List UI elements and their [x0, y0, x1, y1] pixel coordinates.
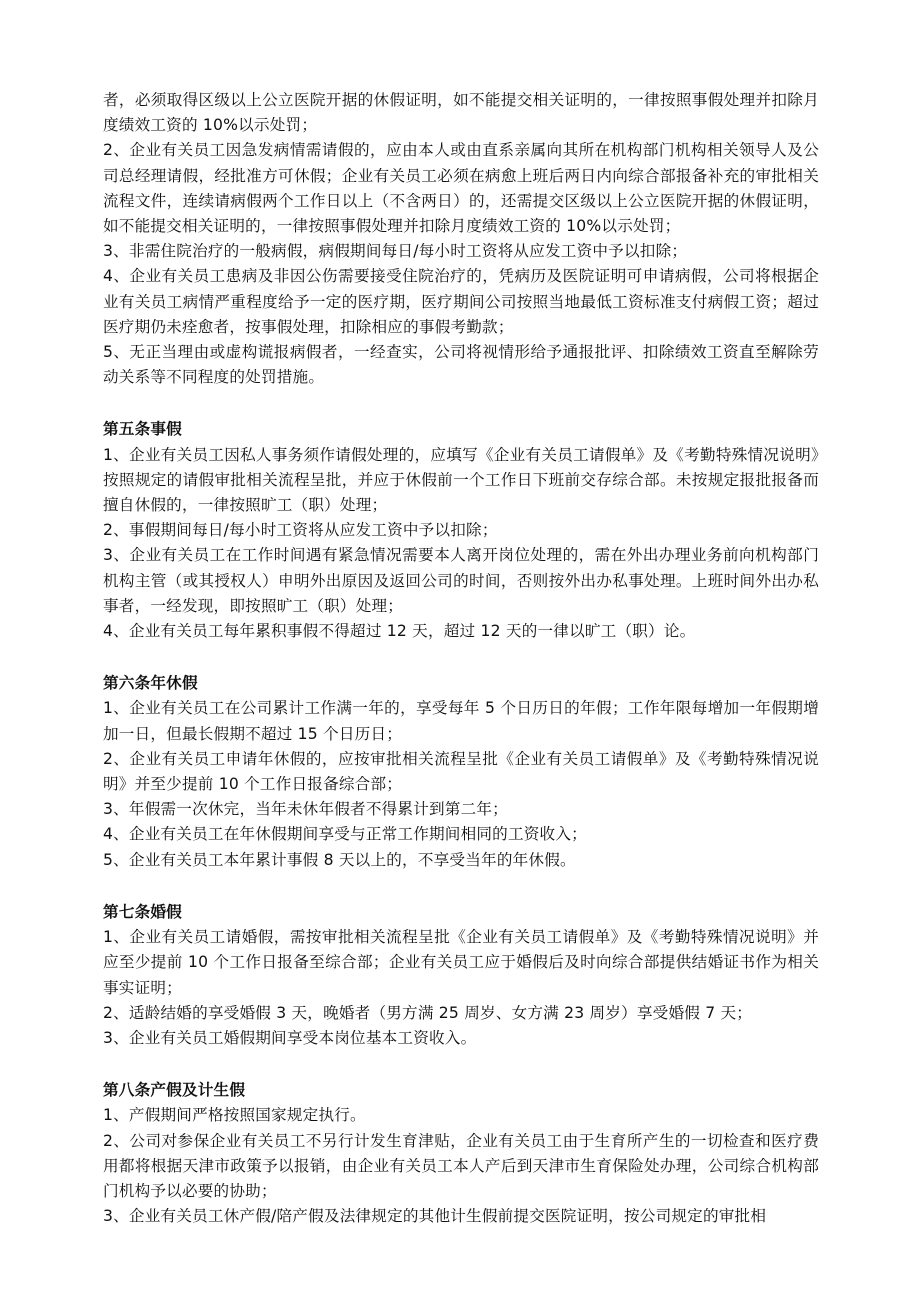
section-title: 第六条年休假 — [103, 674, 198, 693]
section-item: 1、企业有关员工请婚假，需按审批相关流程呈批《企业有关员工请假单》及《考勤特殊情况说明》并应至少提前 10 个工作日报备至综合部；企业有关员工应于婚假后及时向综合部提供结婚证书作为相关事实证明； — [103, 928, 819, 997]
intro-paragraph: 者，必须取得区级以上公立医院开据的休假证明，如不能提交相关证明的，一律按照事假处理并扣除月度绩效工资的 10%以示处罚； — [103, 91, 819, 135]
section-gap — [103, 644, 819, 671]
section-item: 2、适龄结婚的享受婚假 3 天，晚婚者（男方满 25 周岁、女方满 23 周岁）享受婚假 7 天； — [103, 1003, 753, 1022]
section-item: 4、企业有关员工在年休假期间享受与正常工作期间相同的工资收入； — [103, 825, 587, 844]
section-gap — [103, 390, 819, 417]
section-title: 第七条婚假 — [103, 902, 182, 921]
section-item: 3、企业有关员工在工作时间遇有紧急情况需要本人离开岗位处理的，需在外出办理业务前向机构部门机构主管（或其授权人）申明外出原因及返回公司的时间，否则按外出办私事处理。上班时间外出办私事者，一经发现，即按照旷工（职）处理； — [103, 546, 819, 615]
intro-paragraph: 5、无正当理由或虚构谎报病假者，一经查实，公司将视情形给予通报批评、扣除绩效工资直至解除劳动关系等不同程度的处罚措施。 — [103, 343, 819, 387]
section-item: 4、企业有关员工每年累积事假不得超过 12 天，超过 12 天的一律以旷工（职）论。 — [103, 622, 696, 641]
intro-paragraph: 4、企业有关员工患病及非因公伤需要接受住院治疗的，凭病历及医院证明可申请病假，公司将根据企业有关员工病情严重程度给予一定的医疗期，医疗期间公司按照当地最低工资标准支付病假工资；超过医疗期仍未痊愈者，按事假处理，扣除相应的事假考勤款； — [103, 267, 819, 336]
section-gap — [103, 1051, 819, 1078]
section-title: 第五条事假 — [103, 420, 182, 439]
document-page — [103, 88, 819, 1229]
section-item: 2、事假期间每日/每小时工资将从应发工资中予以扣除； — [103, 521, 498, 540]
section-marriage-leave — [103, 900, 819, 1051]
section-maternity-leave — [103, 1078, 819, 1229]
section-item: 3、企业有关员工婚假期间享受本岗位基本工资收入。 — [103, 1028, 477, 1047]
section-item: 5、企业有关员工本年累计事假 8 天以上的，不享受当年的年休假。 — [103, 850, 576, 869]
section-item: 3、企业有关员工休产假/陪产假及法律规定的其他计生假前提交医院证明，按公司规定的审批相 — [103, 1207, 767, 1226]
intro-paragraph: 3、非需住院治疗的一般病假，病假期间每日/每小时工资将从应发工资中予以扣除； — [103, 242, 688, 261]
intro-block — [103, 88, 819, 390]
section-item: 2、企业有关员工申请年休假的，应按审批相关流程呈批《企业有关员工请假单》及《考勤特殊情况说明》并至少提前 10 个工作日报备综合部； — [103, 749, 819, 794]
section-item: 1、产假期间严格按照国家规定执行。 — [103, 1106, 366, 1125]
section-personal-leave — [103, 417, 819, 644]
section-annual-leave — [103, 671, 819, 873]
intro-paragraph: 2、企业有关员工因急发病情需请假的，应由本人或由直系亲属向其所在机构部门机构相关领导人及公司总经理请假，经批准方可休假；企业有关员工必须在病愈上班后两日内向综合部报备补充的审批相关流程文件，连续请病假两个工作日以上（不含两日）的，还需提交区级以上公立医院开据的休假证明，如不能提交相关证明的，一律按照事假处理并扣除月度绩效工资的 10%以示处罚； — [103, 141, 819, 236]
section-item: 1、企业有关员工因私人事务须作请假处理的，应填写《企业有关员工请假单》及《考勤特殊情况说明》按照规定的请假审批相关流程呈批，并应于休假前一个工作日下班前交存综合部。未按规定报批报备而擅自休假的，一律按照旷工（职）处理； — [103, 445, 819, 515]
section-item: 2、公司对参保企业有关员工不另行计发生育津贴，企业有关员工由于生育所产生的一切检查和医疗费用都将根据天津市政策予以报销，由企业有关员工本人产后到天津市生育保险处办理，公司综合机构部门机构予以必要的协助； — [103, 1131, 819, 1200]
section-item: 1、企业有关员工在公司累计工作满一年的，享受每年 5 个日历日的年假；工作年限每增加一年假期增加一日，但最长假期不超过 15 个日历日； — [103, 699, 819, 743]
section-title: 第八条产假及计生假 — [103, 1081, 246, 1100]
section-gap — [103, 873, 819, 900]
section-item: 3、年假需一次休完，当年未休年假者不得累计到第二年； — [103, 800, 508, 819]
